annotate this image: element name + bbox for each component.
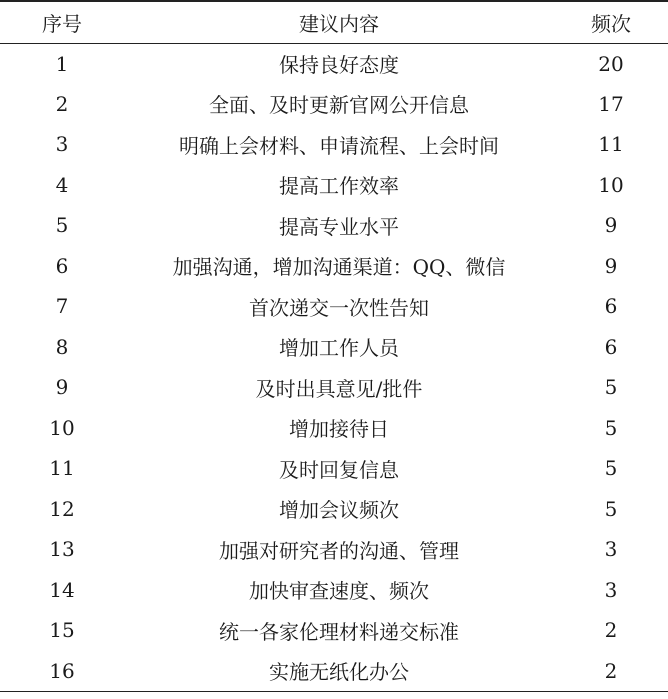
row-frequency: 20 [598, 51, 624, 76]
table-row [0, 489, 668, 530]
row-frequency: 2 [554, 651, 668, 692]
row-suggestion: 及时回复信息 [279, 457, 399, 482]
table-row [0, 529, 668, 570]
row-frequency: 9 [604, 213, 618, 238]
row-index: 4 [55, 172, 69, 197]
row-suggestion: 保持良好态度 [279, 53, 399, 77]
row-suggestion: 及时出具意见/批件 [255, 376, 423, 401]
table-row [0, 165, 668, 206]
table-row [0, 651, 668, 692]
header-index: 序号 [0, 1, 124, 43]
row-index: 13 [49, 537, 75, 562]
row-index: 8 [55, 334, 69, 359]
table-row [0, 610, 668, 651]
row-suggestion: 加强对研究者的沟通、管理 [219, 538, 459, 563]
row-index: 3 [55, 132, 69, 157]
header-suggestion: 建议内容 [124, 1, 554, 43]
table-row [0, 327, 668, 368]
table-header [0, 1, 668, 43]
row-index: 2 [55, 91, 69, 116]
table-row [0, 205, 668, 246]
row-suggestion: 统一各家伦理材料递交标准 [219, 619, 459, 644]
row-index: 5 [55, 213, 69, 238]
row-frequency: 11 [598, 132, 624, 157]
row-suggestion: 加快审查速度、频次 [249, 579, 429, 604]
row-suggestion: 增加工作人员 [279, 336, 399, 361]
row-index: 15 [49, 618, 75, 643]
row-suggestion: 增加接待日 [289, 417, 389, 442]
row-suggestion: 实施无纸化办公 [124, 651, 554, 692]
table-body [0, 43, 668, 691]
row-suggestion: 提高专业水平 [279, 214, 399, 239]
table-row [0, 43, 668, 84]
header-row [0, 1, 668, 43]
row-index: 1 [55, 51, 69, 76]
row-frequency: 9 [604, 253, 618, 278]
row-index: 10 [49, 415, 75, 440]
row-suggestion: 首次递交一次性告知 [249, 295, 429, 320]
row-frequency: 5 [604, 375, 618, 400]
table-row [0, 84, 668, 125]
row-frequency: 2 [604, 618, 618, 643]
row-index: 7 [55, 294, 69, 319]
row-suggestion: 全面、及时更新官网公开信息 [209, 93, 469, 118]
row-suggestion: 明确上会材料、申请流程、上会时间 [179, 133, 499, 158]
header-frequency: 频次 [554, 1, 668, 43]
row-frequency: 5 [604, 496, 618, 521]
row-suggestion: 增加会议频次 [279, 498, 399, 523]
row-index: 12 [49, 496, 75, 521]
row-index: 16 [0, 651, 124, 692]
row-frequency: 6 [604, 334, 618, 359]
table-row [0, 570, 668, 611]
row-frequency: 5 [604, 456, 618, 481]
table-row [0, 124, 668, 165]
table-row [0, 448, 668, 489]
row-suggestion: 加强沟通，增加沟通渠道：QQ、微信 [172, 255, 506, 280]
row-frequency: 3 [604, 577, 618, 602]
row-suggestion: 提高工作效率 [279, 174, 399, 199]
table-row [0, 408, 668, 449]
table-row [0, 286, 668, 327]
row-index: 14 [49, 577, 75, 602]
table-row [0, 367, 668, 408]
row-frequency: 3 [604, 537, 618, 562]
row-index: 11 [49, 456, 75, 481]
table-row [0, 246, 668, 287]
row-frequency: 10 [598, 172, 624, 197]
row-index: 9 [55, 375, 69, 400]
row-frequency: 5 [604, 415, 618, 440]
row-index: 6 [55, 253, 69, 278]
row-frequency: 17 [598, 91, 624, 116]
row-frequency: 6 [604, 294, 618, 319]
